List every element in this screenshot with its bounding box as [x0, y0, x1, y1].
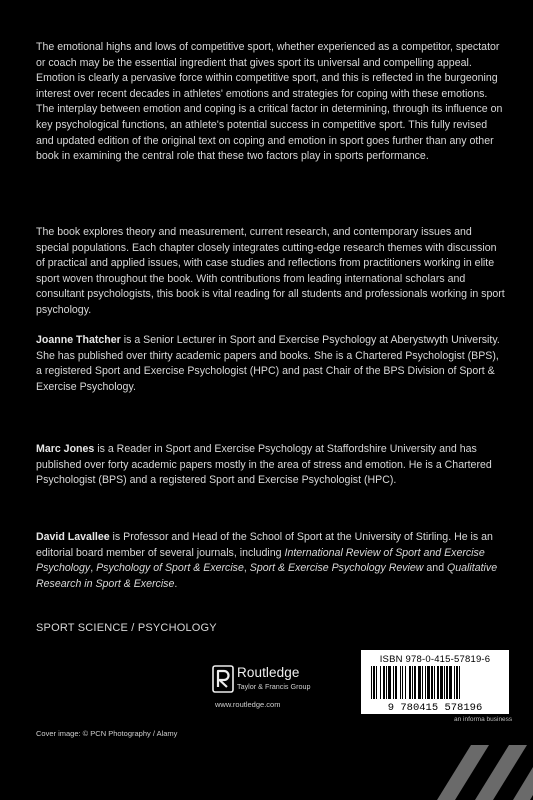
- barcode-bar: [412, 666, 413, 699]
- publisher-name: Routledge: [237, 665, 300, 680]
- barcode-bars: [363, 666, 507, 712]
- publisher-group: Taylor & Francis Group: [237, 682, 311, 691]
- barcode-bar: [440, 666, 443, 699]
- barcode-bar: [395, 666, 397, 699]
- barcode-bar: [371, 666, 372, 699]
- barcode-bar: [386, 666, 387, 699]
- barcode-bar: [431, 666, 433, 699]
- description-paragraph-1: The emotional highs and lows of competitive sport, whether experienced as a competitor, spectator or coach may be the essential ingredient that gives sport its universal and compelling appeal. Emotion is clearly a pervasive force within competitive sport, and this is reflected in the burgeoning interest over recent decades in athletes' emotions and strategies for coping with these emotions. The interplay between emotion and coping is a critical factor in determining, through its influence on key psychological functions, an athlete's potential success in competitive sport. This fully revised and updated edition of the original text on coping and emotion in sport goes further than any other book in examining the central role that these two factors play in sports performance.: [36, 41, 503, 163]
- barcode-bar: [383, 666, 385, 699]
- author-bio-thatcher: [36, 333, 506, 395]
- cover-credit: Cover image: © PCN Photography / Alamy: [36, 729, 178, 738]
- author-name: David Lavallee: [36, 531, 110, 543]
- decorative-stripes: [437, 745, 533, 800]
- barcode-bar: [388, 666, 391, 699]
- isbn-barcode: [361, 650, 509, 714]
- barcode-bar: [434, 666, 435, 699]
- barcode-bar: [422, 666, 423, 699]
- barcode-bar: [437, 666, 439, 699]
- isbn-number: ISBN 978-0-415-57819-6: [379, 654, 491, 665]
- barcode-bar: [402, 666, 403, 699]
- barcode-bar: [449, 666, 452, 699]
- barcode-bar: [409, 666, 411, 699]
- barcode-bar: [380, 666, 381, 699]
- author-bio-jones: [36, 442, 506, 489]
- barcode-bar: [444, 666, 445, 699]
- author-name: Joanne Thatcher: [36, 334, 121, 346]
- separator: ,: [90, 562, 97, 575]
- barcode-bar: [373, 666, 375, 699]
- author-name: Marc Jones: [36, 443, 95, 455]
- barcode-bar: [376, 666, 377, 699]
- publisher-url: www.routledge.com: [215, 700, 281, 709]
- barcode-bar: [454, 666, 455, 699]
- barcode-bar: [459, 666, 460, 699]
- journal-title: International Review of Sport and Exercise Psychology: [36, 546, 485, 575]
- barcode-bar: [405, 666, 406, 699]
- author-bio-lavallee: [36, 530, 506, 592]
- barcode-bar: [446, 666, 448, 699]
- author-bio-text: is a Senior Lecturer in Sport and Exercise Psychology at Aberystwyth University. She has published over thirty academic papers and books. She is a Chartered Psychologist (BPS), a registered Sport and Exercise Psychologist (HPC) and past Chair of the BPS Division of Sport & Exercise Psychology.: [36, 334, 500, 393]
- barcode-bar: [425, 666, 426, 699]
- journal-title: Sport & Exercise Psychology Review: [249, 562, 424, 575]
- routledge-r-icon: [212, 664, 234, 694]
- barcode-bar: [414, 666, 416, 699]
- barcode-bar: [456, 666, 458, 699]
- subject-category: SPORT SCIENCE / PSYCHOLOGY: [36, 622, 217, 634]
- barcode-bar: [400, 666, 401, 699]
- journal-title: Qualitative Research in Sport & Exercise: [36, 562, 498, 590]
- barcode-bar: [418, 666, 421, 699]
- separator: and: [423, 562, 448, 575]
- barcode-bar: [427, 666, 430, 699]
- barcode-bar: [393, 666, 394, 699]
- author-bio-text: is a Reader in Sport and Exercise Psychology at Staffordshire University and has published over forty academic papers mostly in the area of stress and emotion. He is a Chartered Psychologist (BPS) and a registered Sport and Exercise Psychologist (HPC).: [36, 443, 492, 487]
- description-paragraph-2: The book explores theory and measurement, current research, and contemporary issues and special populations. Each chapter closely integrates cutting-edge research themes with discussion of practical and applied issues, with case studies and reflections from practitioners working in elite sport woven throughout the book. With contributions from leading international scholars and consultant psychologists, this book is vital reading for all students and professionals working in sport psychology.: [36, 226, 505, 316]
- journal-title: Psychology of Sport & Exercise: [96, 562, 244, 575]
- barcode-digits: 9 780415 578196: [387, 702, 483, 712]
- separator: ,: [243, 562, 250, 575]
- period: .: [174, 577, 178, 590]
- informa-tagline: an informa business: [454, 716, 513, 723]
- author-bio-text: is Professor and Head of the School of Sport at the University of Stirling. He is an editorial board member of several journals, including: [36, 531, 493, 559]
